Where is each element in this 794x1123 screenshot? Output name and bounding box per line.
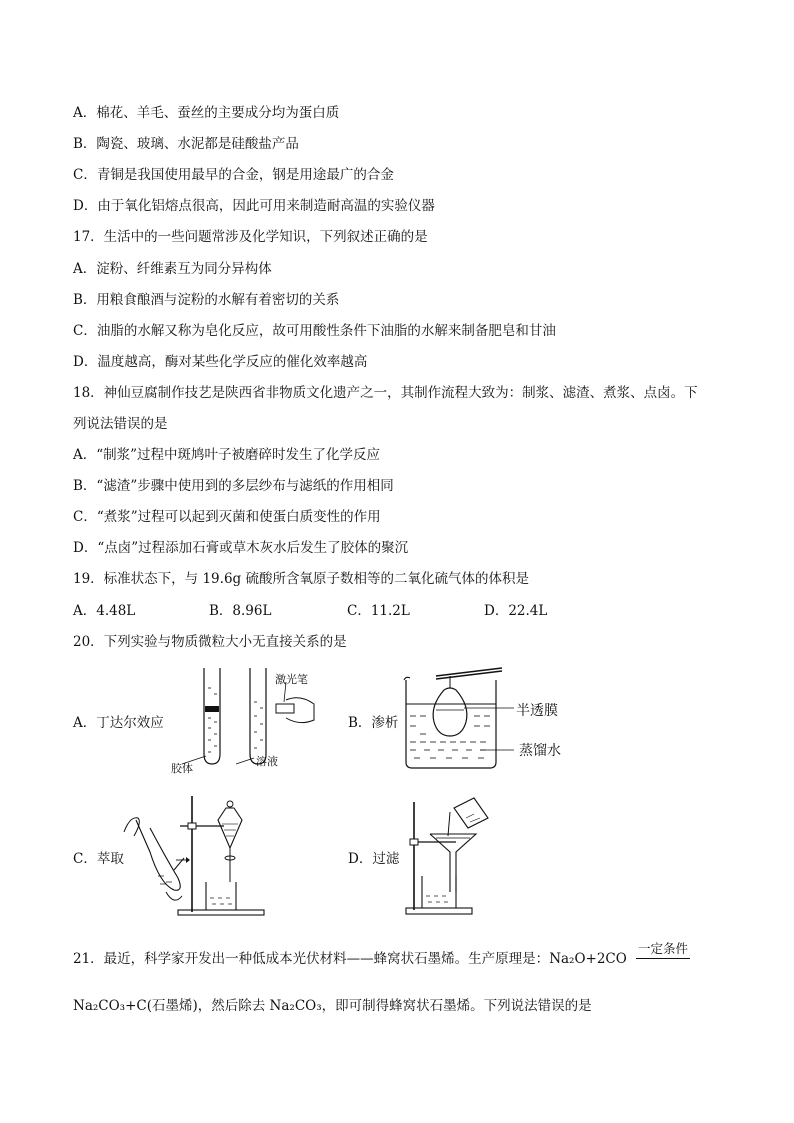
q20-stem: 20．下列实验与物质微粒大小无直接关系的是	[73, 634, 347, 650]
q18-option-c: C．“煮浆”过程可以起到灭菌和使蛋白质变性的作用	[73, 509, 381, 525]
q19-option-b: B．8.96L	[209, 603, 272, 619]
q17-option-d: D．温度越高，酶对某些化学反应的催化效率越高	[73, 354, 368, 370]
laser-pen-label: 激光笔	[275, 673, 308, 686]
q17-stem: 17．生活中的一些问题常涉及化学知识，下列叙述正确的是	[73, 229, 428, 245]
option-b-text: B．陶瓷、玻璃、水泥都是硅酸盐产品	[73, 136, 299, 152]
extraction-figure	[120, 792, 270, 922]
q21-reactants: Na₂O+2CO	[549, 951, 627, 967]
option-c-text: C．青铜是我国使用最早的合金，钢是用途最广的合金	[73, 167, 394, 183]
option-d-text: D．由于氧化铝熔点很高，因此可用来制造耐高温的实验仪器	[73, 198, 435, 214]
q19-options	[73, 602, 673, 620]
q20-option-b: B．渗析	[348, 715, 399, 731]
q19-stem: 19．标准状态下，与 19.6g 硫酸所含氧原子数相等的二氧化硫气体的体积是	[73, 571, 529, 587]
q20-option-a: A．丁达尔效应	[73, 715, 164, 731]
solution-label: 溶液	[256, 755, 278, 768]
q17-option-b: B．用粮食酿酒与淀粉的水解有着密切的关系	[73, 292, 340, 308]
q18-option-d: D．“点卤”过程添加石膏或草木灰水后发生了胶体的聚沉	[73, 540, 409, 556]
q18-option-b: B．“滤渣”步骤中使用到的多层纱布与滤纸的作用相同	[73, 478, 394, 494]
q18-stem-line2: 列说法错误的是	[73, 416, 168, 432]
distilled-water-label: 蒸馏水	[519, 743, 561, 759]
q20-option-d: D．过滤	[348, 851, 400, 867]
q17-option-c: C．油脂的水解又称为皂化反应，故可用酸性条件下油脂的水解来制备肥皂和甘油	[73, 323, 556, 339]
dialysis-figure	[400, 666, 520, 772]
q19-option-c: C．11.2L	[347, 603, 410, 619]
q21-line1	[73, 950, 627, 968]
colloid-label: 胶体	[171, 762, 193, 775]
filtration-figure	[400, 792, 510, 922]
q18-stem-line1: 18．神仙豆腐制作技艺是陕西省非物质文化遗产之一，其制作流程大致为：制浆、滤渣、煮浆、点卤。下	[73, 385, 698, 401]
option-a-text: A．棉花、羊毛、蚕丝的主要成分均为蛋白质	[73, 105, 340, 121]
membrane-label: 半透膜	[516, 703, 558, 719]
q17-option-a: A．淀粉、纤维素互为同分异构体	[73, 261, 272, 277]
q21-text: 21．最近，科学家开发出一种低成本光伏材料——蜂窝状石墨烯。生产原理是：	[73, 951, 550, 967]
q18-option-a: A．“制浆”过程中斑鸠叶子被磨碎时发生了化学反应	[73, 447, 381, 463]
q19-option-a: A．4.48L	[73, 603, 136, 619]
q19-option-d: D．22.4L	[484, 603, 548, 619]
reaction-condition: 一定条件	[636, 939, 690, 959]
q21-line2: Na₂CO₃+C(石墨烯)，然后除去 Na₂CO₃，即可制得蜂窝状石墨烯。下列说法错误的是	[73, 998, 592, 1014]
q20-option-c: C．萃取	[73, 851, 124, 867]
